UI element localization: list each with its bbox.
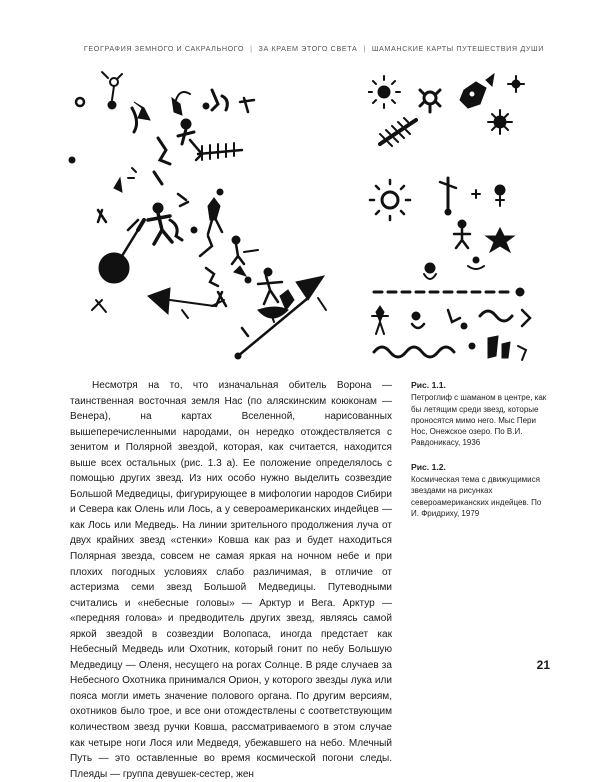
caption-fig-1-1 <box>411 380 551 449</box>
captions-column <box>411 380 551 532</box>
petroglyph-figure <box>62 60 362 380</box>
page-number: 21 <box>536 658 550 672</box>
caption-title: Рис. 1.1. <box>411 380 446 390</box>
cosmic-stars-figure <box>368 60 543 380</box>
caption-text: Петроглиф с шаманом в центре, как бы летящим среди звезд, которые проносятся мимо него. Мыс Пери Нос, Онежское озеро. По В.И. Равдоникасу, 1936 <box>411 393 547 448</box>
body-paragraph: Несмотря на то, что изначальная обитель Ворона — таинственная восточная земля Нас (по аляскинским коюконам — Венера), на картах Вселенной, нарисованных вышеперечисленными народами, он нередко отождествляется с зенитом и Полярной звездой, которая, как считается, находится выше всех остальных (рис. 1.3 а). Ее положение определялось с помощью других звезд. Из них особо нужно выделить созвездие Большой Медведицы, фигурирующее в мифологии народов Сибири и Севера как Олень или Лось, а у североамериканских индейцев — как Лось или Медведь. На линии зрительного продолжения луча от двух крайних звезд «стенки» Ковша как раз и будет находиться Полярная звезда, совсем не самая яркая на ночном небе и при плохих погодных условиях слабо различимая, в отличие от астеризма семи звезд Большой Медведицы. Путеводными считались и «небесные головы» — Арктур и Вега. Арктур — «передняя голова» и предводитель других звезд, являясь самой яркой звездой в созвездии Волопаса, иногда предстает как Небесный Медведь или Охотник, который гонит по небу Большую Медведицу — Оленя, несущего на рогах Солнце. В ряде случаев за Небесного Охотника принимался Орион, у которого звезды лука или пояса могли иметь значение полового органа. По другим версиям, охотников было трое, и все они отождествлены с соответствующим количеством звезд ручки Ковша, рассматриваемого в этом случае как четыре ноги Лося или Медведя, убежавшего на небо. Млечный Путь — это оставленные во время космической погони следы. Плеяды — группа девушек-сестер, жен <box>70 380 392 780</box>
caption-title: Рис. 1.2. <box>411 461 446 472</box>
caption-text: Космическая тема с движущимися звездами на рисунках североамериканских индейцев. По И. Фридриху, 1979 <box>411 475 542 518</box>
header-part-1: ГЕОГРАФИЯ ЗЕМНОГО И САКРАЛЬНОГО <box>83 44 245 53</box>
main-body-text <box>70 378 392 782</box>
caption-fig-1-2 <box>411 462 551 519</box>
header-part-2: ЗА КРАЕМ ЭТОГО СВЕТА <box>258 44 358 53</box>
running-header-text: ГЕОГРАФИЯ ЗЕМНОГО И САКРАЛЬНОГО | ЗА КРАЕМ ЭТОГО СВЕТА | ШАМАНСКИЕ КАРТЫ ПУТЕШЕСТВИЯ ДУШИ <box>83 44 544 53</box>
header-part-3: ШАМАНСКИЕ КАРТЫ ПУТЕШЕСТВИЯ ДУШИ <box>371 44 544 53</box>
